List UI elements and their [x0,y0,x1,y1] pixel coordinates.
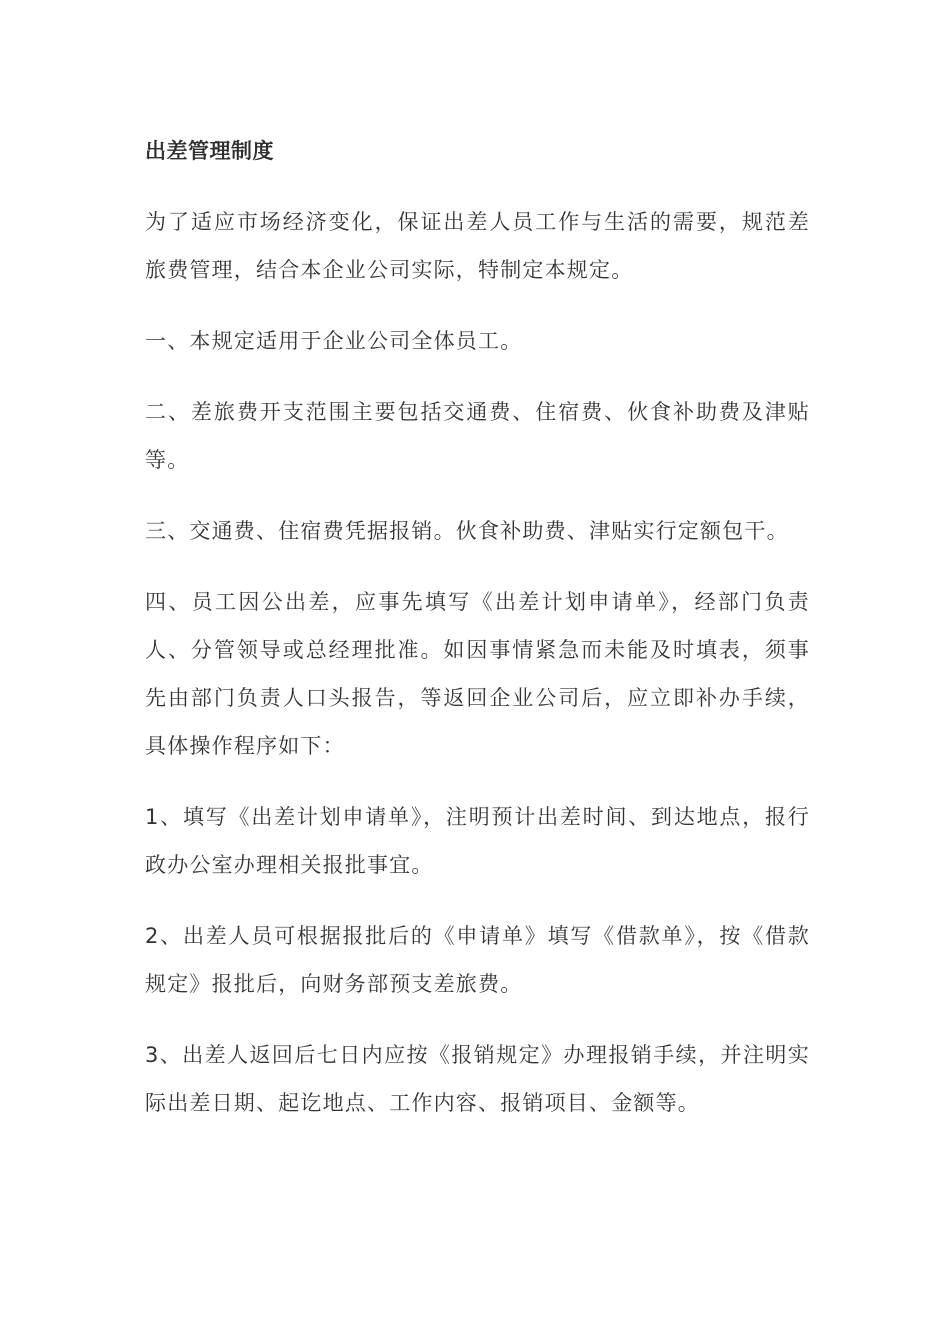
clause-4-paragraph: 四、员工因公出差，应事先填写《出差计划申请单》，经部门负责人、分管领导或总经理批准。如因事情紧急而未能及时填表，须事先由部门负责人口头报告，等返回企业公司后，应立即补办手续，具体操作程序如下： [145,590,810,758]
procedure-step-1: 1、填写《出差计划申请单》，注明预计出差时间、到达地点，报行政办公室办理相关报批事宜。 [145,805,810,877]
intro-paragraph: 为了适应市场经济变化，保证出差人员工作与生活的需要，规范差旅费管理，结合本企业公司实际，特制定本规定。 [145,210,810,282]
clause-2-paragraph: 二、差旅费开支范围主要包括交通费、住宿费、伙食补助费及津贴等。 [145,400,810,472]
clause-1-paragraph: 一、本规定适用于企业公司全体员工。 [145,329,523,353]
procedure-step-2: 2、出差人员可根据报批后的《申请单》填写《借款单》，按《借款规定》报批后，向财务部预支差旅费。 [145,924,810,996]
document-title: 出差管理制度 [145,139,274,163]
procedure-step-3: 3、出差人返回后七日内应按《报销规定》办理报销手续，并注明实际出差日期、起讫地点、工作内容、报销项目、金额等。 [145,1043,810,1115]
document-body [145,128,810,1127]
clause-3-paragraph: 三、交通费、住宿费凭据报销。伙食补助费、津贴实行定额包干。 [145,519,789,543]
